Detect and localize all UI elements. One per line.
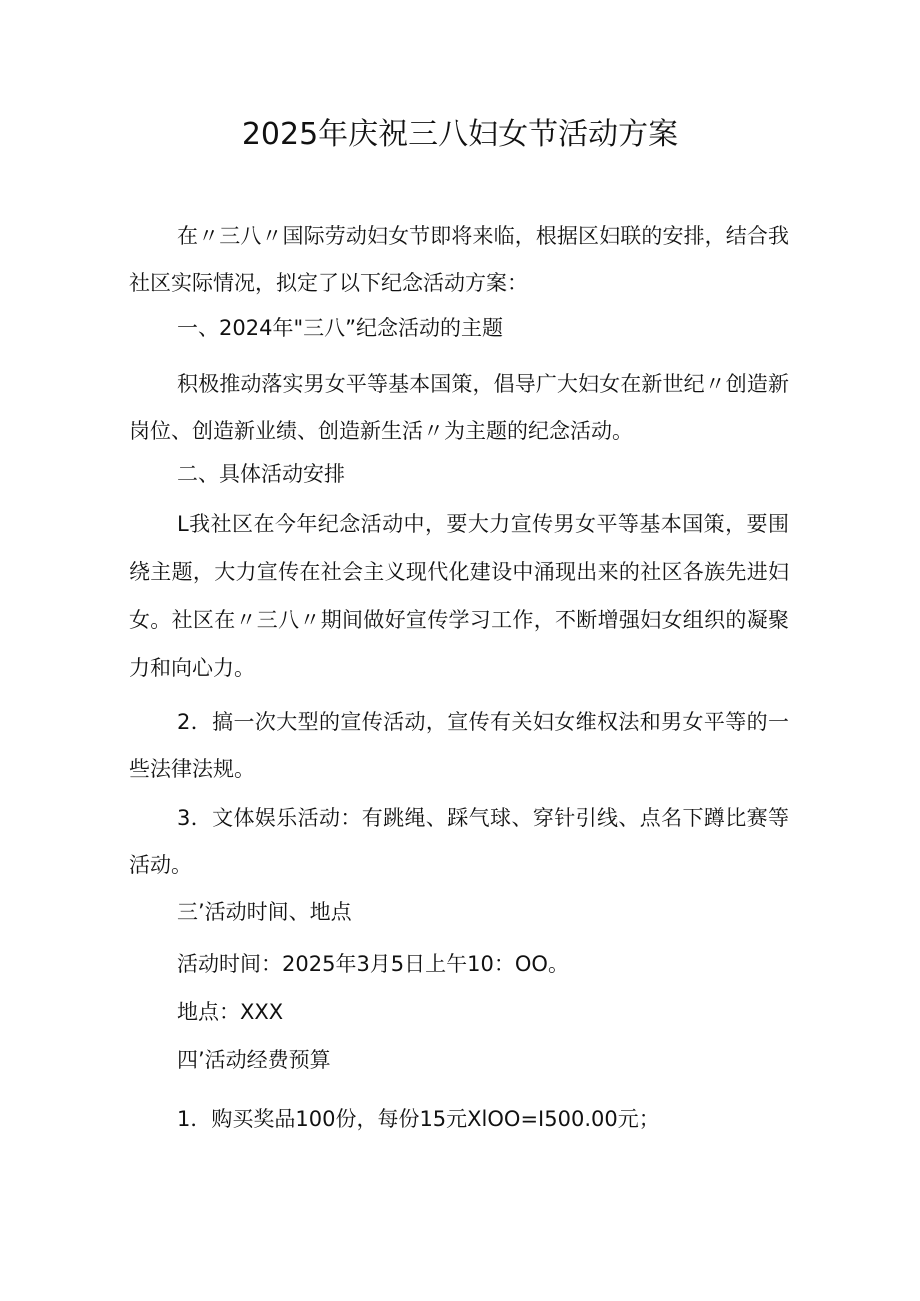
document-title: 2025年庆祝三八妇女节活动方案 (241, 117, 679, 152)
section4-heading: 四’活动经费预算 (177, 1048, 331, 1072)
section2-heading: 二、具体活动安排 (177, 462, 345, 486)
section2-item-3: 3．文体娱乐活动：有跳绳、踩气球、穿针引线、点名下蹲比赛等活动。 (129, 806, 789, 877)
section3-heading: 三’活动时间、地点 (177, 900, 352, 924)
section1-body: 积极推动落实男女平等基本国策，倡导广大妇女在新世纪〃创造新岗位、创造新业绩、创造新生活〃为主题的纪念活动。 (129, 372, 789, 443)
section1-heading: 一、2024年"三八”纪念活动的主题 (177, 316, 503, 340)
section2-item-1: L我社区在今年纪念活动中，要大力宣传男女平等基本国策，要围绕主题，大力宣传在社会主义现代化建设中涌现出来的社区各族先进妇女。社区在〃三八〃期间做好宣传学习工作，不断增强妇女组织的凝聚力和向心力。 (129, 512, 789, 680)
intro-paragraph: 在〃三八〃国际劳动妇女节即将来临，根据区妇联的安排，结合我社区实际情况，拟定了以下纪念活动方案： (129, 224, 789, 295)
section3-place: 地点：XXX (177, 1000, 284, 1024)
section3-time: 活动时间：2025年3月5日上午10：OO。 (177, 952, 569, 976)
section4-item-1: 1．购买奖品100份，每份15元XlOO=I500.00元； (177, 1107, 660, 1131)
section2-item-2: 2．搞一次大型的宣传活动，宣传有关妇女维权法和男女平等的一些法律法规。 (129, 710, 789, 781)
